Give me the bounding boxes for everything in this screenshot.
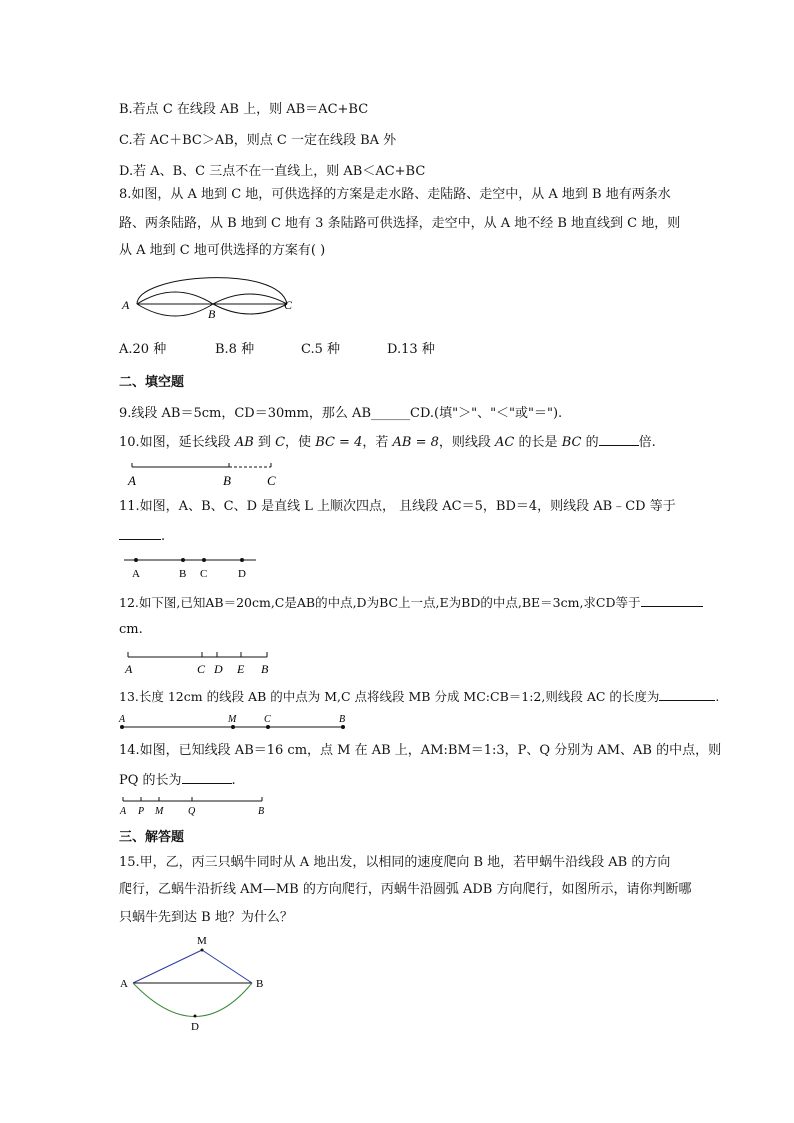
q11-line-2 bbox=[119, 525, 165, 547]
q8-option-a: A.20 种 bbox=[119, 342, 167, 357]
q8-label-b: B bbox=[208, 307, 216, 321]
q10-c: C bbox=[275, 435, 286, 450]
q10-part: ，使 bbox=[285, 435, 312, 450]
q8-line-2: 路、两条陆路，从 B 地到 C 地有 3 条陆路可供选择，走空中，从 A 地不经 B 地直线到 C 地，则 bbox=[119, 216, 681, 231]
q15-line-2: 爬行，乙蜗牛沿折线 AM—MB 的方向爬行，丙蜗牛沿圆弧 ADB 方向爬行，如图所示，请你判断哪 bbox=[119, 882, 692, 897]
q11-line-1: 11.如图，A、B、C、D 是直线 L 上顺次四点， 且线段 AC＝5，BD＝4，则线段 AB﹣CD 等于 bbox=[119, 499, 676, 514]
q13-label-a: A bbox=[119, 714, 126, 725]
section-3-heading: 三、解答题 bbox=[119, 830, 185, 845]
q12-label-a: A bbox=[125, 662, 133, 676]
q8-line-3: 从 A 地到 C 地可供选择的方案有( ) bbox=[119, 243, 326, 258]
q11-label-c: C bbox=[200, 568, 208, 580]
q12-line-2: cm. bbox=[119, 622, 143, 637]
q10-label-b: B bbox=[223, 473, 231, 488]
q10-part: 的长是 bbox=[518, 435, 558, 450]
q14-label-m: M bbox=[155, 806, 164, 817]
q11-answer-blank[interactable] bbox=[119, 525, 161, 540]
q14-figure bbox=[119, 793, 279, 819]
q15-label-m: M bbox=[197, 935, 207, 947]
q11-label-b: B bbox=[179, 568, 187, 580]
q11-figure bbox=[119, 552, 259, 582]
q14-label-b: B bbox=[258, 806, 265, 817]
q8-option-d: D.13 种 bbox=[387, 342, 435, 357]
q15-line-3: 只蜗牛先到达 B 地？为什么？ bbox=[119, 910, 293, 925]
q10-text bbox=[119, 431, 656, 453]
q7-option-d: D.若 A、B、C 三点不在一直线上，则 AB＜AC+BC bbox=[119, 164, 426, 179]
q15-label-d: D bbox=[191, 1021, 199, 1033]
q15-figure bbox=[117, 930, 277, 1036]
q10-bc-equals: BC = 4 bbox=[315, 435, 363, 450]
q12-line-1 bbox=[119, 592, 703, 613]
q14-line-1: 14.如图，已知线段 AB＝16 cm，点 M 在 AB 上，AM:BM＝1:3，P、Q 分别为 AM、AB 的中点，则 bbox=[119, 743, 722, 758]
q10-part: ，则线段 bbox=[438, 435, 491, 450]
q14-period: . bbox=[231, 773, 236, 788]
q8-label-c: C bbox=[284, 298, 293, 312]
q13-text: 13.长度 12cm 的线段 AB 的中点为 M,C 点将线段 MB 分成 MC:CB＝1:2,则线段 AC 的长度为 bbox=[119, 689, 660, 704]
q10-ab-equals: AB = 8 bbox=[392, 435, 439, 450]
q14-text: PQ 的长为 bbox=[119, 773, 182, 788]
q13-period: . bbox=[715, 689, 720, 704]
q10-part: ，若 bbox=[362, 435, 389, 450]
q8-label-a: A bbox=[122, 298, 130, 312]
q14-answer-blank[interactable] bbox=[182, 769, 232, 784]
q10-label-c: C bbox=[267, 473, 276, 488]
q14-label-p: P bbox=[138, 806, 145, 817]
q10-answer-blank[interactable] bbox=[599, 431, 639, 446]
q12-label-c: C bbox=[197, 662, 206, 676]
section-2-heading: 二、填空题 bbox=[119, 375, 185, 390]
q13-answer-blank[interactable] bbox=[659, 686, 715, 701]
q15-line-am bbox=[133, 950, 202, 983]
q14-label-a: A bbox=[120, 806, 127, 817]
q13-figure bbox=[117, 710, 357, 732]
q15-label-a: A bbox=[120, 978, 128, 990]
q8-figure bbox=[119, 266, 299, 326]
q11-label-d: D bbox=[238, 568, 246, 580]
q15-line-mb bbox=[202, 950, 252, 983]
q8-options bbox=[119, 340, 435, 360]
q15-label-b: B bbox=[256, 978, 264, 990]
q7-option-c: C.若 AC＋BC＞AB，则点 C 一定在线段 BA 外 bbox=[119, 133, 397, 148]
q12-figure bbox=[119, 647, 279, 677]
q10-label-a: A bbox=[128, 473, 136, 488]
q15-arc-adb bbox=[133, 983, 252, 1017]
q11-period: . bbox=[161, 529, 166, 544]
q13-label-c: C bbox=[264, 714, 271, 725]
q10-part: 的 bbox=[585, 435, 599, 450]
q13-label-b: B bbox=[339, 714, 346, 725]
q10-part: 到 bbox=[257, 435, 271, 450]
q8-option-c: C.5 种 bbox=[301, 342, 341, 357]
q10-bc: BC bbox=[561, 435, 582, 450]
q12-label-b: B bbox=[261, 662, 269, 676]
q12-text: 12.如下图,已知AB＝20cm,C是AB的中点,D为BC上一点,E为BD的中点,BE＝3cm,求CD等于 bbox=[119, 595, 641, 610]
q10-ac: AC bbox=[495, 435, 515, 450]
q11-label-a: A bbox=[132, 568, 140, 580]
q12-label-d: D bbox=[214, 662, 223, 676]
q14-label-q: Q bbox=[188, 806, 196, 817]
q7-option-b: B.若点 C 在线段 AB 上，则 AB＝AC+BC bbox=[119, 102, 369, 117]
q14-line-2 bbox=[119, 769, 236, 791]
q10-ab: AB bbox=[234, 435, 254, 450]
q10-part: 10.如图，延长线段 bbox=[119, 435, 231, 450]
q13-label-m: M bbox=[228, 714, 237, 725]
q12-answer-blank[interactable] bbox=[641, 592, 703, 607]
q15-line-1: 15.甲，乙，丙三只蜗牛同时从 A 地出发，以相同的速度爬向 B 地，若甲蜗牛沿线段 AB 的方向 bbox=[119, 855, 671, 870]
q8-option-b: B.8 种 bbox=[215, 342, 255, 357]
q10-figure bbox=[119, 458, 289, 488]
q12-label-e: E bbox=[237, 662, 245, 676]
q10-part: 倍. bbox=[638, 435, 656, 450]
q13-line-1 bbox=[119, 686, 719, 707]
q9-text: 9.线段 AB＝5cm，CD＝30mm，那么 AB______CD.(填"＞"、"＜"或"＝"). bbox=[119, 406, 563, 421]
q8-line-1: 8.如图，从 A 地到 C 地，可供选择的方案是走水路、走陆路、走空中，从 A 地到 B 地有两条水 bbox=[119, 187, 671, 202]
